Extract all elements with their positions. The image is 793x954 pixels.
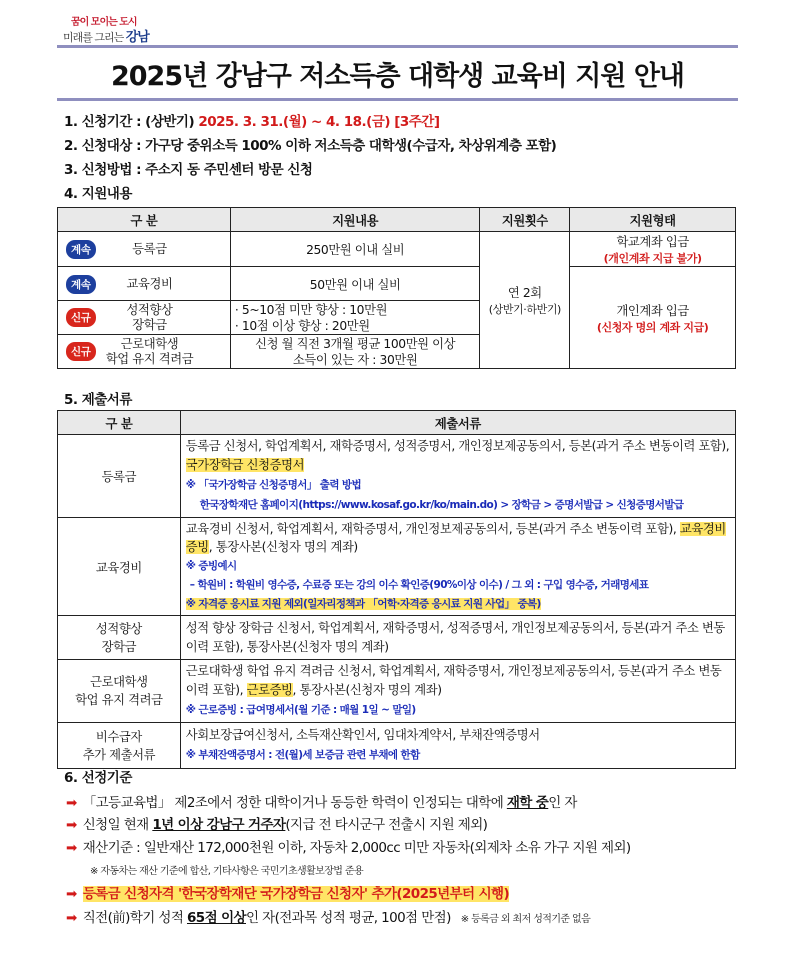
header-content: 지원내용 <box>230 208 480 232</box>
criteria-item: ➡ 신청일 현재 1년 이상 강남구 거주자(지급 전 타시군구 전출시 지원 제외) <box>66 817 488 833</box>
form-cell-2: 개인계좌 입금 (신청자 명의 계좌 지급) <box>570 267 736 369</box>
header-docs: 제출서류 <box>180 411 735 435</box>
table-row: 비수급자 추가 제출서류 사회보장급여신청서, 소득재산확인서, 임대차계약서, 부채잔액증명서 ※ 부채잔액증명서 : 전(월)세 보증금 관련 부채에 한함 <box>58 723 736 769</box>
logo-slogan: 꿈이 모이는 도시 <box>71 17 137 28</box>
highlight: 교육경비 증빙 <box>185 522 726 554</box>
table-row: 교육경비 교육경비 신청서, 학업계획서, 재학증명서, 개인정보제공동의서, 등본(과거 주소 변동이력 포함), 교육경비 증빙, 통장사본(신청자 명의 계좌) ※ 증빙예시 – 학원비 : 학원비 영수증, 수료증 또는 강의 이수 확인증(90%이상 이수) / 그 외 : 구입 영수증, 거래명세표 ※ 자격증 응시료 지원 제외(일자리정책과 「어학·자격증 응시료 지원 사업」 중복) <box>58 518 736 616</box>
docs-heading: 5. 제출서류 <box>64 392 132 408</box>
criteria-item: ➡ 등록금 신청자격 '한국장학재단 국가장학금 신청자' 추가(2025년부터 시행) <box>66 886 510 902</box>
item-method: 3. 신청방법 : 주소지 동 주민센터 방문 신청 <box>64 162 313 178</box>
arrow-icon: ➡ <box>66 795 77 811</box>
highlight: 근로증빙 <box>246 683 293 697</box>
item-period: 1. 신청기간 : (상반기) 2025. 3. 31.(월) ~ 4. 18.(금) [3주간] <box>64 114 440 130</box>
support-table <box>57 207 736 369</box>
criteria-note: ※ 자동차는 재산 기준에 합산, 기타사항은 국민기초생활보장법 준용 <box>90 866 364 877</box>
item-target: 2. 신청대상 : 가구당 중위소득 100% 이하 저소득층 대학생(수급자, 차상위계층 포함) <box>64 138 557 154</box>
status-badge: 신규 <box>66 308 96 327</box>
title-rule-top <box>57 45 738 48</box>
table-row: 계속 교육경비 50만원 이내 실비 개인계좌 입금 (신청자 명의 계좌 지급) <box>58 267 736 301</box>
logo-name: 미래를 그리는 강남 <box>63 30 149 45</box>
table-row: 성적향상 장학금 성적 향상 장학금 신청서, 학업계획서, 재학증명서, 성적증명서, 개인정보제공동의서, 등본(과거 주소 변동이력 포함), 통장사본(신청자 명의 계좌) <box>58 616 736 660</box>
arrow-icon: ➡ <box>66 910 77 926</box>
highlight: 국가장학금 신청증명서 <box>185 458 305 472</box>
arrow-icon: ➡ <box>66 886 77 902</box>
criteria-item: ➡ 「고등교육법」 제2조에서 정한 대학이거나 동등한 학력이 인정되는 대학에 재학 중인 자 <box>66 795 577 811</box>
table-row: 신규근로대학생 학업 유지 격려금 신청 월 직전 3개월 평균 100만원 이상 소득이 있는 자 : 30만원 <box>58 335 736 369</box>
criteria-item: ➡ 직전(前)학기 성적 65점 이상인 자(전과목 성적 평균, 100점 만점) ※ 등록금 외 최저 성적기준 없음 <box>66 910 591 926</box>
table-row: 등록금 등록금 신청서, 학업계획서, 재학증명서, 성적증명서, 개인정보제공동의서, 등본(과거 주소 변동이력 포함), 국가장학금 신청증명서 ※ 「국가장학금 신청증명서」 출력 방법 한국장학재단 홈페이지(https://www.kosaf.go.kr/ko/main.do) > 장학금 > 증명서발급 > 신청증명서발급 <box>58 435 736 518</box>
count-cell: 연 2회 (상반기·하반기) <box>480 232 570 369</box>
status-badge: 신규 <box>66 342 96 361</box>
header-form: 지원형태 <box>570 208 736 232</box>
status-badge: 계속 <box>66 275 96 294</box>
item-content: 4. 지원내용 <box>64 186 132 202</box>
form-cell-1: 학교계좌 입금 (개인계좌 지급 불가) <box>570 232 736 267</box>
header-category: 구 분 <box>58 411 181 435</box>
table-row: 계속 등록금 250만원 이내 실비 연 2회 (상반기·하반기) 학교계좌 입금 (개인계좌 지급 불가) <box>58 232 736 267</box>
title-rule-bottom <box>57 98 738 101</box>
arrow-icon: ➡ <box>66 817 77 833</box>
arrow-icon: ➡ <box>66 840 77 856</box>
header-count: 지원횟수 <box>480 208 570 232</box>
gangnam-logo <box>57 11 157 43</box>
criteria-heading: 6. 선정기준 <box>64 770 132 786</box>
status-badge: 계속 <box>66 240 96 259</box>
header-category: 구 분 <box>58 208 231 232</box>
table-row: 신규성적향상 장학금 · 5~10점 미만 향상 : 10만원 · 10점 이상 향상 : 20만원 <box>58 301 736 335</box>
docs-table <box>57 410 736 769</box>
table-row: 근로대학생 학업 유지 격려금 근로대학생 학업 유지 격려금 신청서, 학업계획서, 재학증명서, 개인정보제공동의서, 등본(과거 주소 변동이력 포함), 근로증빙, 통장사본(신청자 명의 계좌) ※ 근로증빙 : 급여명세서(월 기준 : 매월 1일 ~ 말일) <box>58 660 736 723</box>
criteria-item: ➡ 재산기준 : 일반재산 172,000천원 이하, 자동차 2,000cc 미만 자동차(외제차 소유 가구 지원 제외) <box>66 840 631 856</box>
page-title: 2025년 강남구 저소득층 대학생 교육비 지원 안내 <box>110 61 685 92</box>
